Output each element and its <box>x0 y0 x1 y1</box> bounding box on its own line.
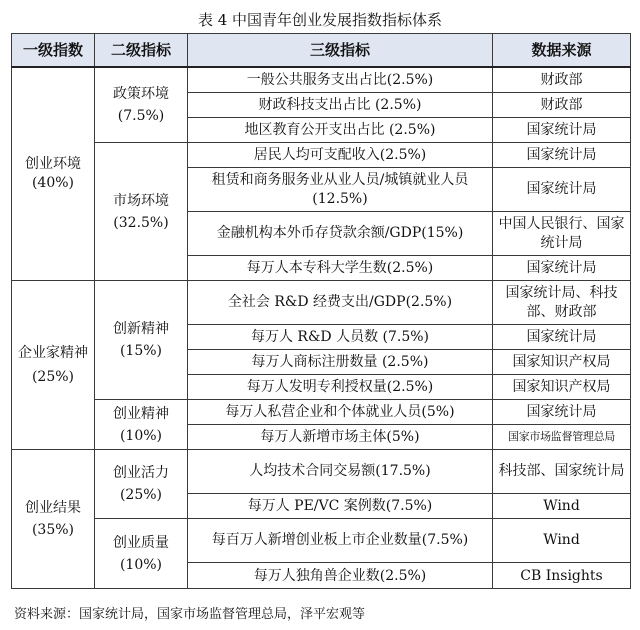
source-cell: 国家统计局 <box>493 168 631 212</box>
source-cell: 科技部、国家统计局 <box>493 450 631 494</box>
indicator-cell: 每万人商标注册数量 (2.5%) <box>188 350 493 375</box>
table-row <box>12 450 631 494</box>
table-row <box>12 143 631 168</box>
source-cell: Wind <box>493 494 631 519</box>
source-cell: 国家知识产权局 <box>493 375 631 400</box>
table-row <box>12 400 631 425</box>
level2-cell: 市场环境 (32.5%) <box>95 143 188 281</box>
source-cell: Wind <box>493 519 631 563</box>
table-row <box>12 519 631 563</box>
source-cell: 国家市场监督管理总局 <box>493 425 631 450</box>
source-cell: 国家统计局 <box>493 143 631 168</box>
indicator-cell: 每万人发明专利授权量(2.5%) <box>188 375 493 400</box>
source-cell: 国家统计局 <box>493 325 631 350</box>
level2-cell: 创业精神 (10%) <box>95 400 188 450</box>
indicator-cell: 居民人均可支配收入(2.5%) <box>188 143 493 168</box>
indicator-cell: 每万人独角兽企业数(2.5%) <box>188 563 493 589</box>
level1-cell: 创业环境 (40%) <box>12 67 95 281</box>
indicator-table <box>11 33 631 589</box>
indicator-cell: 人均技术合同交易额(17.5%) <box>188 450 493 494</box>
level2-cell: 政策环境 (7.5%) <box>95 67 188 143</box>
header-source: 数据来源 <box>493 34 631 68</box>
source-note: 资料来源：国家统计局，国家市场监督管理总局，泽平宏观等 <box>14 607 366 622</box>
indicator-cell: 一般公共服务支出占比(2.5%) <box>188 67 493 93</box>
indicator-cell: 每万人新增市场主体(5%) <box>188 425 493 450</box>
source-cell: 国家统计局 <box>493 256 631 281</box>
level2-cell: 创新精神 (15%) <box>95 281 188 400</box>
level2-cell: 创业活力 (25%) <box>95 450 188 519</box>
indicator-cell: 全社会 R&D 经费支出/GDP(2.5%) <box>188 281 493 325</box>
table-row <box>12 67 631 93</box>
level1-cell: 创业结果 (35%) <box>12 450 95 589</box>
header-level1: 一级指数 <box>12 34 95 68</box>
indicator-cell: 金融机构本外币存贷款余额/GDP(15%) <box>188 212 493 256</box>
indicator-cell: 租赁和商务服务业从业人员/城镇就业人员(12.5%) <box>188 168 493 212</box>
table-body <box>12 67 631 589</box>
indicator-cell: 每万人 PE/VC 案例数(7.5%) <box>188 494 493 519</box>
indicator-cell: 地区教育公开支出占比 (2.5%) <box>188 118 493 143</box>
source-cell: 财政部 <box>493 93 631 118</box>
source-cell: 国家知识产权局 <box>493 350 631 375</box>
level1-cell: 企业家精神 (25%) <box>12 281 95 450</box>
source-cell: 国家统计局 <box>493 400 631 425</box>
source-cell: 财政部 <box>493 67 631 93</box>
indicator-cell: 财政科技支出占比 (2.5%) <box>188 93 493 118</box>
header-level3: 三级指标 <box>188 34 493 68</box>
header-row <box>12 34 631 68</box>
indicator-cell: 每万人 R&D 人员数 (7.5%) <box>188 325 493 350</box>
level2-cell: 创业质量 (10%) <box>95 519 188 589</box>
indicator-cell: 每百万人新增创业板上市企业数量(7.5%) <box>188 519 493 563</box>
indicator-cell: 每万人私营企业和个体就业人员(5%) <box>188 400 493 425</box>
table-row <box>12 281 631 325</box>
header-level2: 二级指标 <box>95 34 188 68</box>
source-cell: 中国人民银行、国家统计局 <box>493 212 631 256</box>
source-cell: 国家统计局、科技部、财政部 <box>493 281 631 325</box>
source-cell: 国家统计局 <box>493 118 631 143</box>
table-title: 表 4 中国青年创业发展指数指标体系 <box>197 11 443 29</box>
indicator-cell: 每万人本专科大学生数(2.5%) <box>188 256 493 281</box>
source-cell: CB Insights <box>493 563 631 589</box>
